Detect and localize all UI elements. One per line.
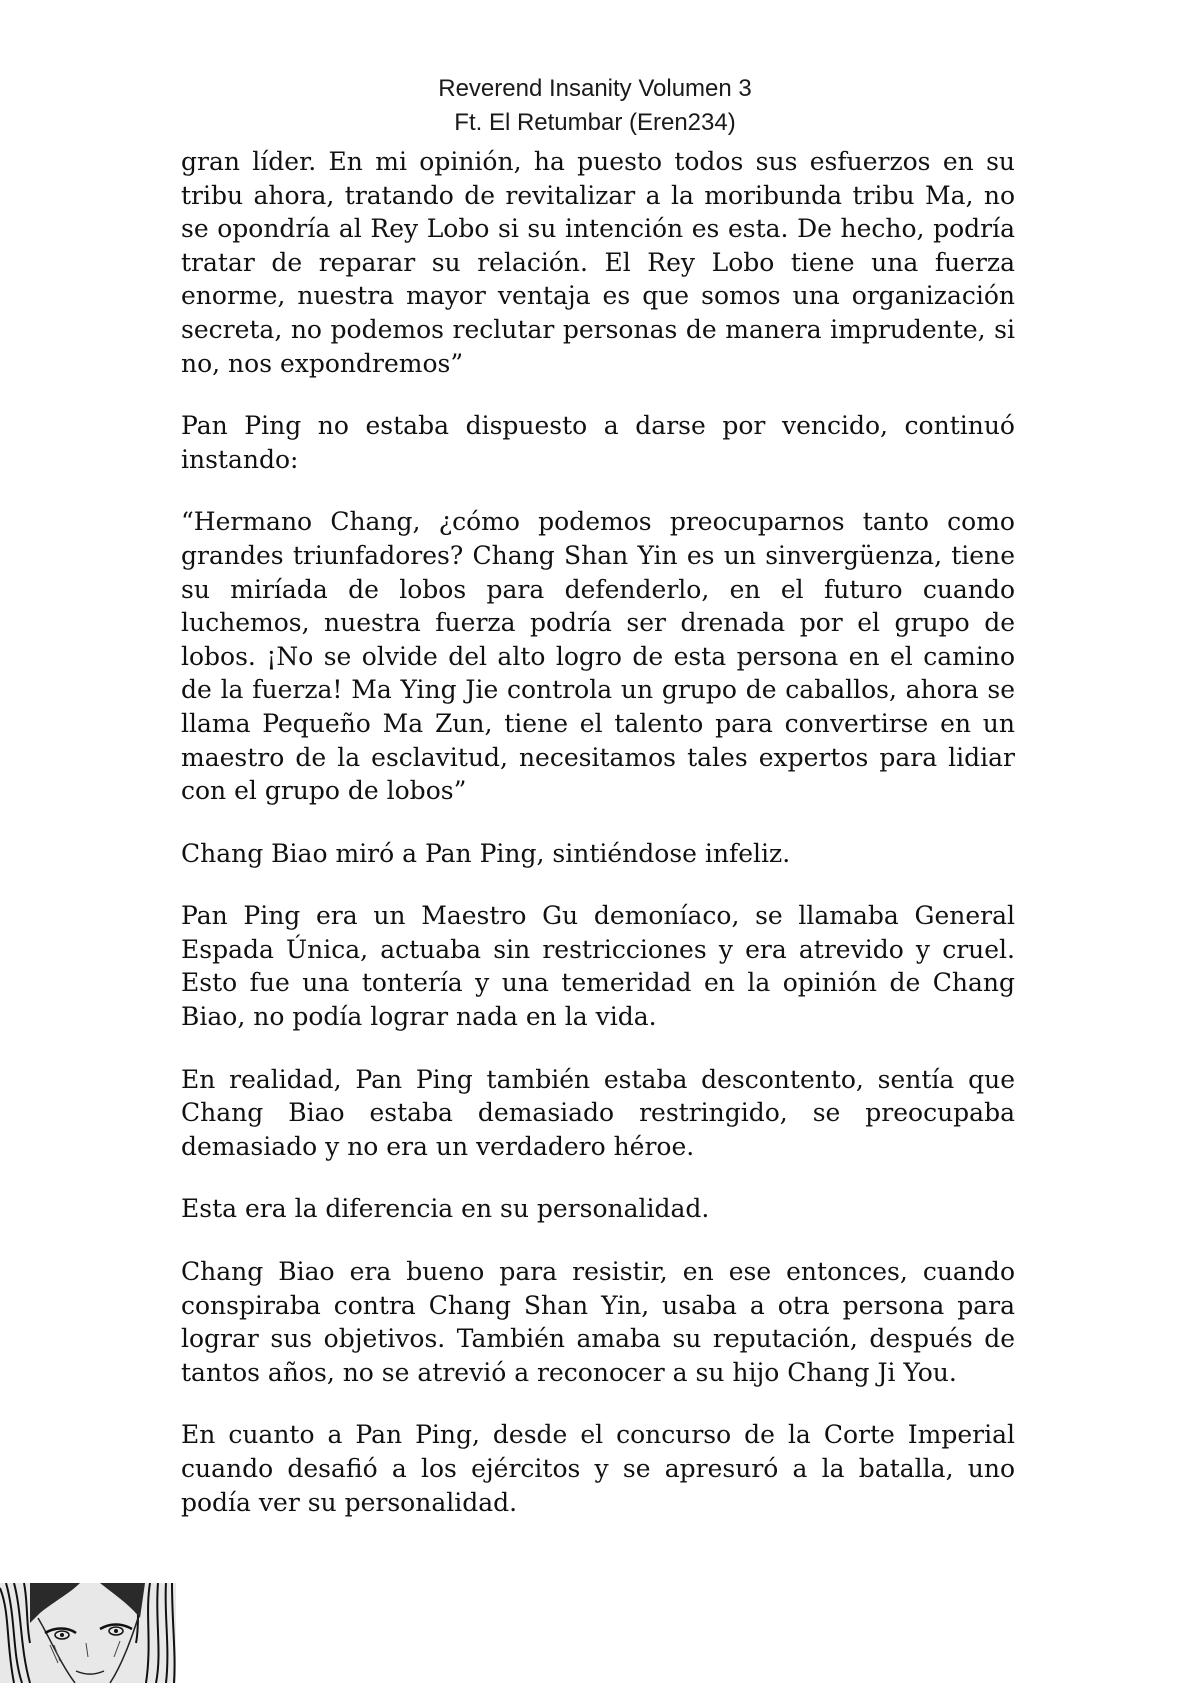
- paragraph: gran líder. En mi opinión, ha puesto todos sus esfuerzos en su tribu ahora, tratando de revitalizar a la moribunda tribu Ma, no se opondría al Rey Lobo si su intención es esta. De hecho, podría tratar de reparar su relación. El Rey Lobo tiene una fuerza enorme, nuestra mayor ventaja es que somos una organización secreta, no podemos reclutar personas de manera imprudente, si no, nos expondremos”: [181, 147, 1015, 378]
- page-header: [0, 72, 1190, 140]
- paragraph: Esta era la diferencia en su personalidad.: [181, 1194, 710, 1224]
- page-body: [181, 145, 1015, 1548]
- paragraph: En realidad, Pan Ping también estaba descontento, sentía que Chang Biao estaba demasiado restringido, se preocupaba demasiado y no era un verdadero héroe.: [181, 1064, 1015, 1161]
- paragraph: En cuanto a Pan Ping, desde el concurso de la Corte Imperial cuando desafió a los ejércitos y se apresuró a la batalla, uno podía ver su personalidad.: [181, 1420, 1015, 1517]
- paragraph: Pan Ping era un Maestro Gu demoníaco, se llamaba General Espada Única, actuaba sin restricciones y era atrevido y cruel. Esto fue una tontería y una temeridad en la opinión de Chang Biao, no podía lograr nada en la vida.: [181, 901, 1015, 1032]
- character-portrait-image: [0, 1583, 176, 1683]
- paragraph: “Hermano Chang, ¿cómo podemos preocuparnos tanto como grandes triunfadores? Chang Shan Yin es un sinvergüenza, tiene su miríada de lobos para defenderlo, en el futuro cuando luchemos, nuestra fuerza podría ser drenada por el grupo de lobos. ¡No se olvide del alto logro de esta persona en el camino de la fuerza! Ma Ying Jie controla un grupo de caballos, ahora se llama Pequeño Ma Zun, tiene el talento para convertirse en un maestro de la esclavitud, necesitamos tales expertos para lidiar con el grupo de lobos”: [181, 507, 1015, 806]
- paragraph: Chang Biao miró a Pan Ping, sintiéndose infeliz.: [181, 838, 791, 868]
- paragraph: Chang Biao era bueno para resistir, en ese entonces, cuando conspiraba contra Chang Shan Yin, usaba a otra persona para lograr sus objetivos. También amaba su reputación, después de tantos años, no se atrevió a reconocer a su hijo Chang Ji You.: [181, 1257, 1015, 1387]
- paragraph: Pan Ping no estaba dispuesto a darse por vencido, continuó instando:: [181, 411, 1015, 474]
- header-credit: Ft. El Retumbar (Eren234): [454, 109, 736, 136]
- header-title: Reverend Insanity Volumen 3: [438, 75, 752, 102]
